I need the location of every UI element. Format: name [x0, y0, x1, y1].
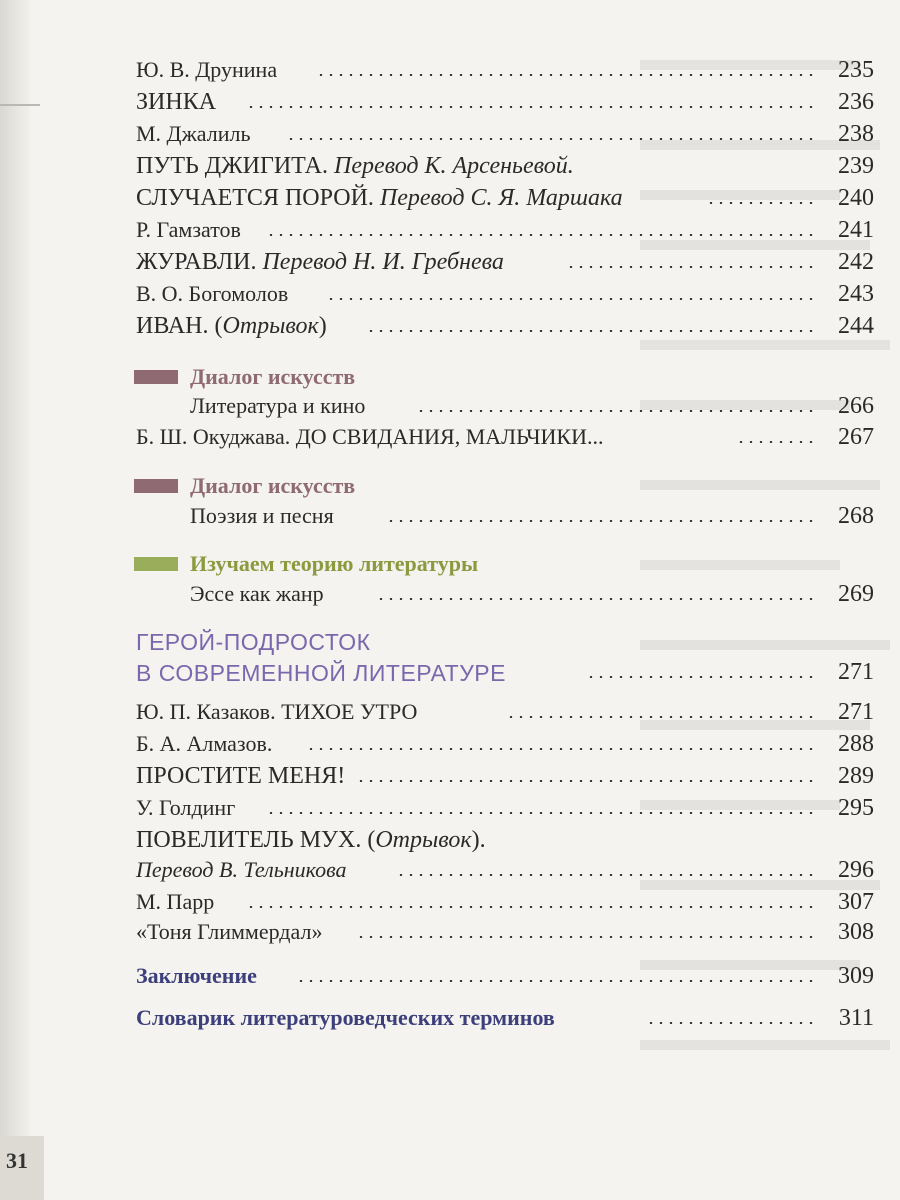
- page-binding: [0, 0, 30, 1200]
- entry-page: 309: [838, 963, 874, 989]
- entry-page: 241: [838, 217, 874, 243]
- entry-page: 239: [838, 153, 874, 179]
- entry-page: 235: [838, 57, 874, 83]
- section-marker: [134, 370, 178, 384]
- entry-page: 311: [838, 1005, 874, 1031]
- dot-leader: [706, 202, 816, 204]
- entry-subtitle: Отрывок: [222, 313, 319, 339]
- entry-page: 295: [838, 795, 874, 821]
- dot-leader: [396, 874, 816, 876]
- entry-title-after: ): [318, 313, 327, 339]
- entry-title: Р. Гамзатов: [136, 217, 241, 242]
- entry-title-main: ПОВЕЛИТЕЛЬ МУХ. (: [136, 827, 376, 853]
- dot-leader: [386, 520, 816, 522]
- section-label: Диалог искусств: [190, 364, 356, 389]
- entry-title-main: ПУТЬ ДЖИГИТА.: [136, 153, 334, 179]
- entry-title: ЗИНКА: [136, 89, 217, 115]
- entry-title: [136, 184, 623, 212]
- dot-leader: [246, 906, 816, 908]
- dot-leader: [306, 748, 816, 750]
- entry-title-after: ).: [471, 827, 486, 853]
- section-marker: [134, 479, 178, 493]
- dot-leader: [326, 298, 816, 300]
- dot-leader: [266, 234, 816, 236]
- entry-page: 271: [838, 659, 874, 685]
- entry-title: В. О. Богомолов: [136, 281, 289, 306]
- entry-page: 240: [838, 185, 874, 211]
- entry-translator: Перевод Н. И. Гребнева: [262, 249, 504, 275]
- entry-title: Заключение: [136, 963, 257, 988]
- entry-page: 242: [838, 249, 874, 275]
- entry-title-main: ИВАН. (: [136, 313, 223, 339]
- entry-title: [136, 152, 574, 180]
- section-marker: [134, 557, 178, 571]
- entry-title: [136, 248, 504, 276]
- dot-leader: [506, 716, 816, 718]
- entry-subtitle: Отрывок: [375, 827, 472, 853]
- dot-leader: [356, 780, 816, 782]
- section-title-line1: ГЕРОЙ-ПОДРОСТОК: [136, 629, 371, 655]
- section-title-line2: В СОВРЕМЕННОЙ ЛИТЕРАТУРЕ: [136, 660, 506, 686]
- entry-title: Б. Ш. Окуджава. ДО СВИДАНИЯ, МАЛЬЧИКИ...: [136, 424, 604, 449]
- entry-page: 296: [838, 857, 874, 883]
- dot-leader: [646, 1022, 816, 1024]
- entry-page: 307: [838, 889, 874, 915]
- entry-page: 238: [838, 121, 874, 147]
- entry-title: «Тоня Глиммердал»: [136, 919, 323, 944]
- entry-translator: Перевод В. Тельникова: [136, 857, 347, 882]
- entry-title: У. Голдинг: [136, 795, 236, 820]
- dot-leader: [736, 441, 816, 443]
- binding-rule: [0, 104, 40, 106]
- entry-title: М. Джалиль: [136, 121, 251, 146]
- dot-leader: [286, 138, 816, 140]
- entry-translator: Перевод С. Я. Маршака: [379, 185, 623, 211]
- entry-page: 289: [838, 763, 874, 789]
- entry-page: 268: [838, 503, 874, 529]
- dot-leader: [586, 676, 816, 678]
- dot-leader: [246, 106, 816, 108]
- entry-page: 244: [838, 313, 874, 339]
- entry-page: 267: [838, 424, 874, 450]
- entry-page: 269: [838, 581, 874, 607]
- dot-leader: [316, 74, 816, 76]
- entry-title: ПРОСТИТЕ МЕНЯ!: [136, 763, 346, 789]
- entry-title: Ю. В. Друнина: [136, 57, 278, 82]
- entry-page: 236: [838, 89, 874, 115]
- entry-translator: Перевод К. Арсеньевой.: [333, 153, 574, 179]
- entry-title: [136, 312, 327, 340]
- dot-leader: [376, 598, 816, 600]
- entry-title: М. Парр: [136, 889, 215, 914]
- dot-leader: [296, 980, 816, 982]
- entry-title-main: ЖУРАВЛИ.: [136, 249, 263, 275]
- page-number: 31: [6, 1148, 28, 1173]
- dot-leader: [416, 410, 816, 412]
- dot-leader: [266, 812, 816, 814]
- dot-leader: [366, 330, 816, 332]
- entry-title: Поэзия и песня: [190, 503, 334, 528]
- entry-page: 271: [838, 699, 874, 725]
- entry-title: Словарик литературоведческих терминов: [136, 1005, 555, 1030]
- entry-title: [136, 826, 486, 854]
- entry-title: Литература и кино: [190, 393, 366, 418]
- entry-title: Б. А. Алмазов.: [136, 731, 273, 756]
- section-label: Диалог искусств: [190, 473, 356, 498]
- entry-page: 243: [838, 281, 874, 307]
- dot-leader: [566, 266, 816, 268]
- section-label: Изучаем теорию литературы: [190, 551, 479, 576]
- entry-title-main: СЛУЧАЕТСЯ ПОРОЙ.: [136, 185, 380, 211]
- entry-page: 288: [838, 731, 874, 757]
- entry-page: 308: [838, 919, 874, 945]
- entry-page: 266: [838, 393, 874, 419]
- dot-leader: [356, 936, 816, 938]
- entry-title: Ю. П. Казаков. ТИХОЕ УТРО: [136, 699, 418, 724]
- entry-title: Эссе как жанр: [190, 581, 324, 606]
